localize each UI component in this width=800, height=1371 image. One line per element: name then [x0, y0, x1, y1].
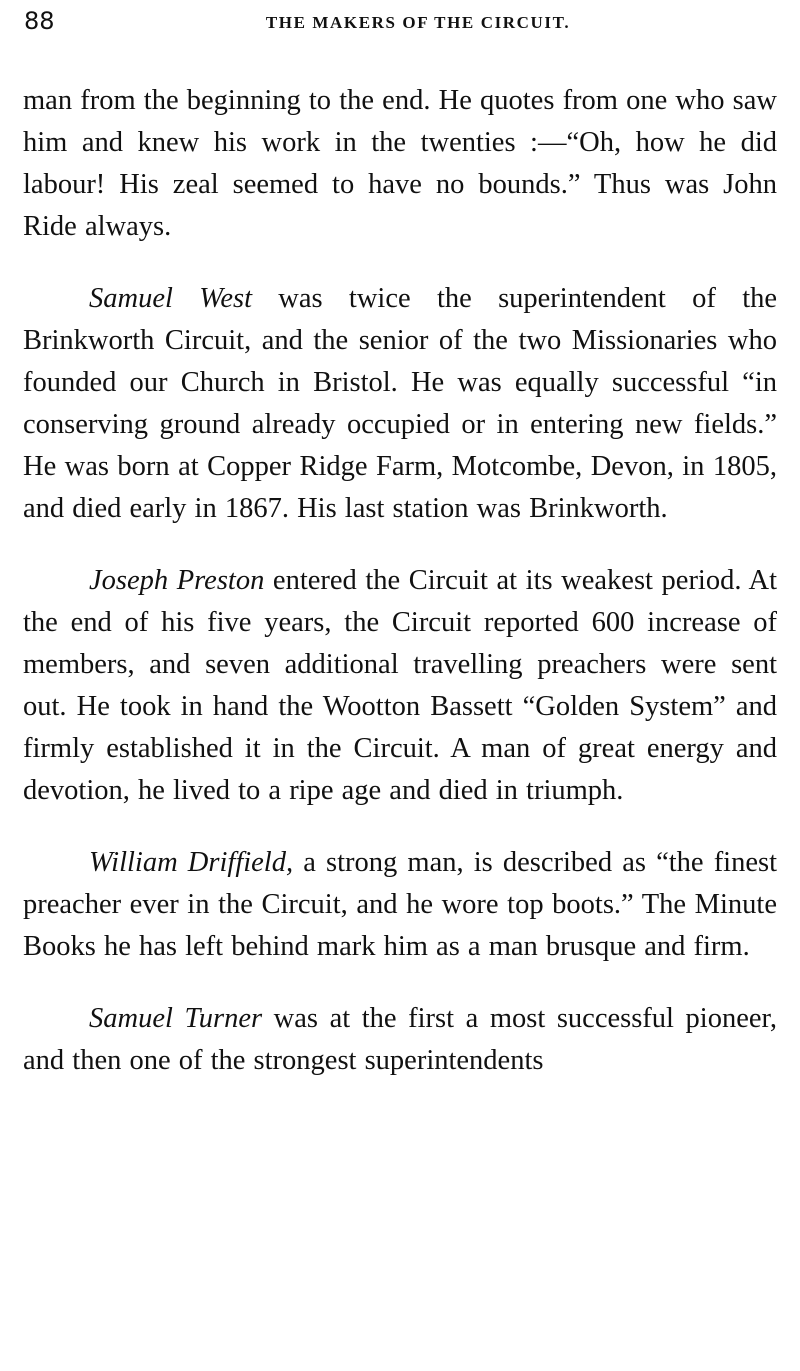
paragraph-gap: [23, 968, 777, 998]
person-name: William Driffield,: [89, 847, 294, 878]
paragraph-william-driffield: [23, 842, 777, 968]
paragraph-samuel-turner: [23, 998, 777, 1082]
paragraph-text: was twice the superintendent of the Brinkworth Circuit, and the senior of the two Missionaries who founded our Church in Bristol. He was equally successful “in conserving ground already occupied or in entering new fields.” He was born at Copper Ridge Farm, Motcombe, Devon, in 1805, and died early in 1867. His last station was Brinkworth.: [23, 283, 778, 524]
running-head: [24, 6, 776, 36]
paragraph-joseph-preston: [23, 560, 777, 812]
paragraph-gap: [23, 812, 777, 842]
paragraph-gap: [23, 530, 777, 560]
paragraph-text: man from the beginning to the end. He quotes from one who saw him and knew his work in the twenties :—“Oh, how he did labour! His zeal seemed to have no bounds.” Thus was John Ride always.: [23, 85, 777, 242]
paragraph-text: was at the first a most successful pioneer, and then one of the strongest superintendents: [23, 1003, 777, 1076]
paragraph-continuation: [23, 80, 777, 248]
running-title: THE MAKERS OF THE CIRCUIT.: [265, 13, 571, 32]
paragraph-text: entered the Circuit at its weakest period. At the end of his five years, the Circuit reported 600 increase of members, and seven additional travelling preachers were sent out. He took in hand the Wootton Bassett “Golden System” and firmly established it in the Circuit. A man of great energy and devotion, he lived to a ripe age and died in triumph.: [23, 565, 777, 806]
person-name: Joseph Preston: [89, 565, 265, 596]
body-text: [23, 80, 777, 1082]
page-number: 88: [24, 7, 55, 35]
paragraph-text: a strong man, is described as “the finest preacher ever in the Circuit, and he wore top boots.” The Minute Books he has left behind mark him as a man brusque and firm.: [23, 847, 778, 962]
paragraph-gap: [23, 248, 777, 278]
person-name: Samuel Turner: [89, 1003, 263, 1034]
paragraph-samuel-west: [23, 278, 777, 530]
person-name: Samuel West: [89, 283, 252, 314]
